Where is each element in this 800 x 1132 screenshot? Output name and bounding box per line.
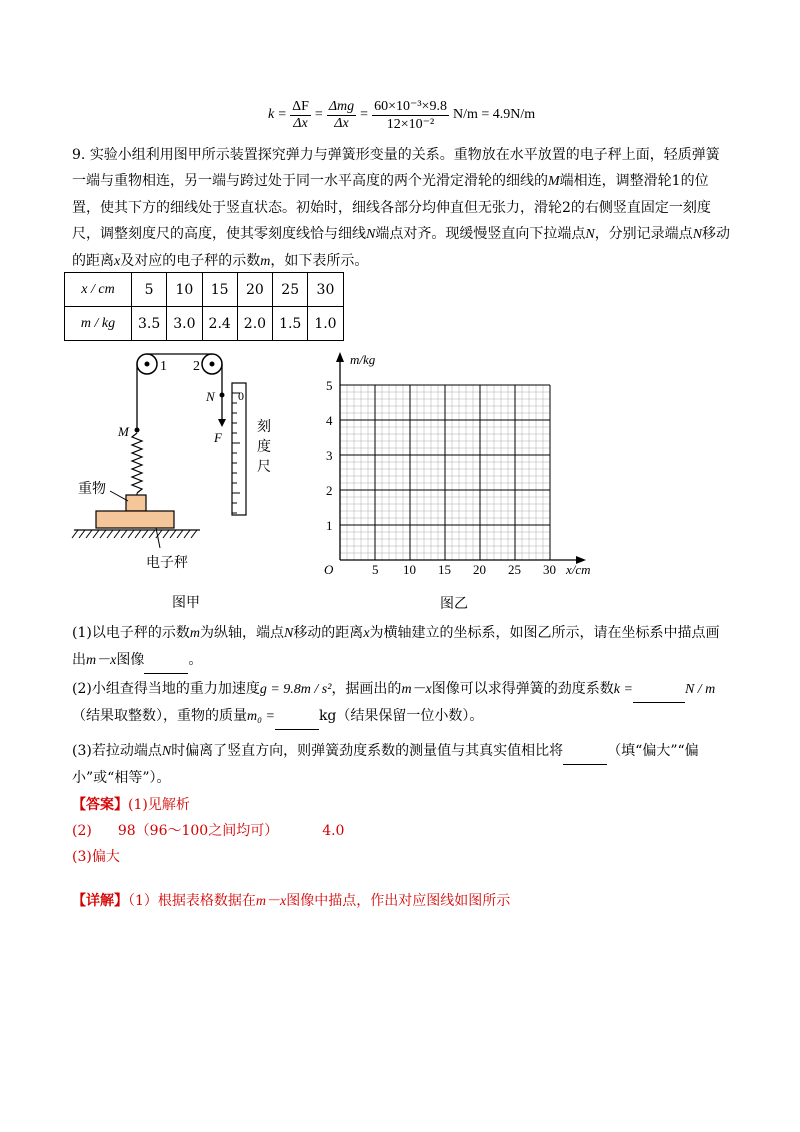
formula-k: k [268, 107, 275, 122]
ruler-label-3: 尺 [257, 460, 271, 475]
svg-text:2: 2 [193, 359, 200, 374]
answer-blank[interactable] [633, 676, 685, 703]
x-tick-label: 5 [372, 562, 379, 577]
y-tick-label: 5 [326, 378, 333, 393]
data-table [64, 272, 344, 341]
y-tick-label: 4 [326, 413, 333, 428]
svg-text:1: 1 [160, 359, 167, 374]
detail-block: 【详解】（1）根据表格数据在m－x图像中描点，作出对应图线如图所示 [72, 893, 511, 909]
svg-text:O: O [324, 562, 334, 577]
answer-block: 【答案】(1)见解析 (2) 98（96～100之间均可） 4.0 (3)偏大 [72, 797, 345, 865]
table-row: x / cm 5 10 15 20 25 30 [65, 273, 344, 307]
ruler-label-2: 度 [257, 440, 271, 455]
x-tick-label: 10 [403, 562, 416, 577]
svg-text:F: F [214, 430, 222, 445]
ruler-label-1: 刻 [257, 420, 271, 435]
svg-text:M: M [118, 424, 129, 439]
x-tick-label: 15 [438, 562, 451, 577]
y-tick-label: 3 [326, 448, 333, 463]
electronic-scale [96, 511, 174, 528]
svg-text:图甲: 图甲 [172, 596, 200, 611]
fraction-3: $\frac{\text{60×10⁻³×9.8}}{\text{12×10⁻²}}$ [374, 98, 447, 132]
scale-label: 电子秤 [146, 556, 188, 571]
y-tick-label: 1 [326, 518, 333, 533]
svg-text:图乙: 图乙 [440, 597, 468, 612]
table-row: m / kg 3.5 3.0 2.4 2.0 1.5 1.0 [65, 307, 344, 341]
answer-blank[interactable] [563, 738, 607, 765]
formula-line: k = $\frac{\Delta F}{\Delta x}$ = $\frac{\text{Δmg}}{\Delta x}$ = $\frac{\text{60×10⁻³×9.8}}{\text{12×10⁻²}}$ N/m = 4.9N/m [268, 98, 536, 132]
sub-question-3: (3)若拉动端点N时偏离了竖直方向，则弹簧劲度系数的测量值与其真实值相比将 （填“偏大”“偏小”或“相等”）。 [72, 738, 732, 791]
formula-eq: = [278, 107, 287, 122]
x-tick-label: 20 [473, 562, 486, 577]
x-tick-label: 25 [508, 562, 521, 577]
sub-question-1: (1)以电子秤的示数m为纵轴，端点N移动的距离x为横轴建立的坐标系，如图乙所示，请在坐标系中描点画出m－x图像 。 [72, 620, 732, 674]
answer-blank[interactable] [144, 647, 188, 674]
answer-blank[interactable] [275, 703, 319, 730]
weight [126, 495, 146, 511]
svg-text:N: N [206, 389, 215, 404]
figure-apparatus [60, 345, 300, 615]
fraction-2: $\frac{\text{Δmg}}{\Delta x}$ [328, 98, 355, 131]
spring [132, 433, 142, 493]
fraction-1: $\frac{\Delta F}{\Delta x}$ [292, 98, 309, 131]
sub-question-2: (2)小组查得当地的重力加速度g = 9.8m / s²，据画出的m－x图像可以求得弹簧的劲度系数k = N / m （结果取整数），重物的质量m₀ = kg（结果保留一位小数）。 [72, 676, 732, 730]
svg-text:x/cm: x/cm [566, 562, 591, 577]
y-tick-label: 2 [326, 483, 333, 498]
formula-result: N/m = 4.9N/m [452, 107, 536, 122]
figure-graph [318, 348, 598, 613]
weight-label: 重物 [78, 482, 106, 497]
svg-text:m/kg: m/kg [350, 352, 376, 367]
x-tick-label: 30 [543, 562, 556, 577]
svg-text:0: 0 [238, 389, 244, 403]
question-text: 9. 实验小组利用图甲所示装置探究弹力与弹簧形变量的关系。重物放在水平放置的电子秤上面，轻质弹簧一端与重物相连，另一端与跨过处于同一水平高度的两个光滑定滑轮的细线的M端相连，调整滑轮1的位置，使其下方的细线处于竖直状态。初始时，细线各部分均伸直但无张力，滑轮2的右侧竖直固定一刻度尺，调整刻度尺的高度，使其零刻度线恰与细线N端点对齐。现缓慢竖直向下拉端点N，分别记录端点N移动的距离x及对应的电子秤的示数m，如下表所示。 [72, 147, 731, 269]
